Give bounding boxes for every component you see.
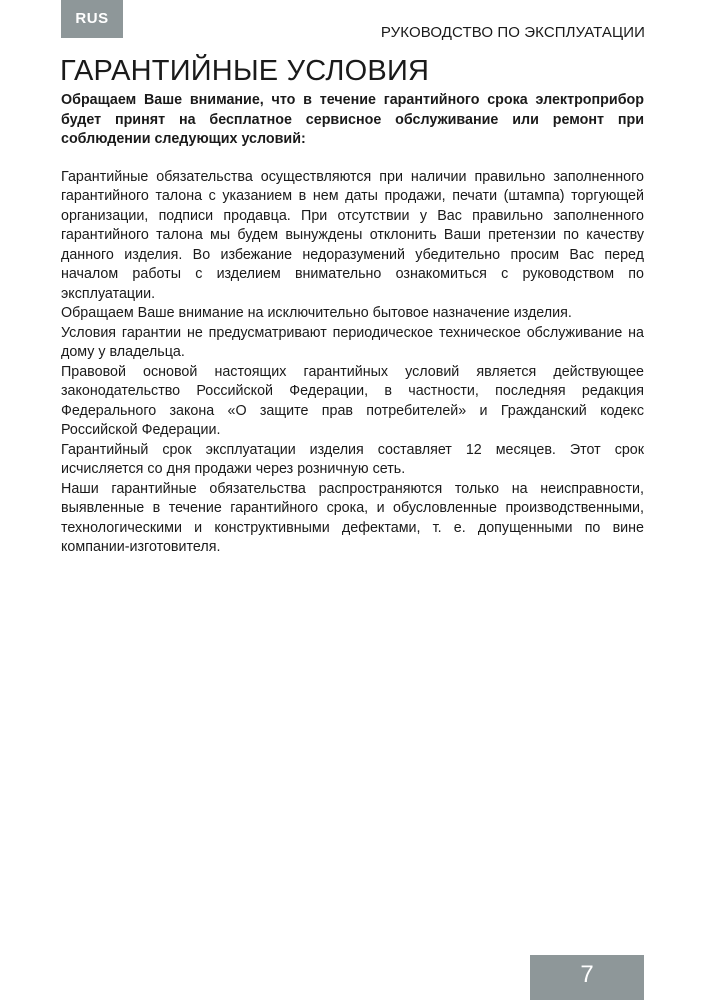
paragraph-warranty-scope: Наши гарантийные обязательства распространяются только на неисправности, выявленные в течение гарантийного срока, и обусловленные производственными, технологическими и конструктивными дефектами, т. е. допущенными по вине компании-изготовителя. xyxy=(61,480,644,555)
paragraph-warranty-period: Гарантийный срок эксплуатации изделия составляет 12 месяцев. Этот срок исчисляется со дня продажи через розничную сеть. xyxy=(61,441,644,477)
paragraph-legal-basis: Правовой основой настоящих гарантийных условий является действующее законодательство Российской Федерации, в частности, последняя редакция Федерального закона «О защите прав потребителей» и Гражданский кодекс Российской Федерации. xyxy=(61,363,644,438)
page-title: ГАРАНТИЙНЫЕ УСЛОВИЯ xyxy=(60,55,430,87)
language-tab: RUS xyxy=(61,0,123,38)
lead-paragraph: Обращаем Ваше внимание, что в течение гарантийного срока электроприбор будет принят на бесплатное сервисное обслуживание или ремонт при соблюдении следующих условий: xyxy=(61,92,644,147)
manual-title: РУКОВОДСТВО ПО ЭКСПЛУАТАЦИИ xyxy=(380,24,645,41)
paragraph-household-use: Обращаем Ваше внимание на исключительно бытовое назначение изделия. xyxy=(61,305,572,321)
warranty-content xyxy=(61,91,644,558)
page-number: 7 xyxy=(530,955,644,1000)
paragraph-maintenance: Условия гарантии не предусматривают периодическое техническое обслуживание на дому у владельца. xyxy=(61,324,644,360)
paragraph-guarantee-card: Гарантийные обязательства осуществляются при наличии правильно заполненного гарантийного талона с указанием в нем даты продажи, печати (штампа) торгующей организации, подписи продавца. При отсутствии у Вас правильно заполненного гарантийного талона мы будем вынуждены отклонить Ваши претензии по качеству данного изделия. Во избежание недоразумений убедительно просим Вас перед началом работы с изделием внимательно ознакомиться с руководством по эксплуатации. xyxy=(61,168,644,302)
